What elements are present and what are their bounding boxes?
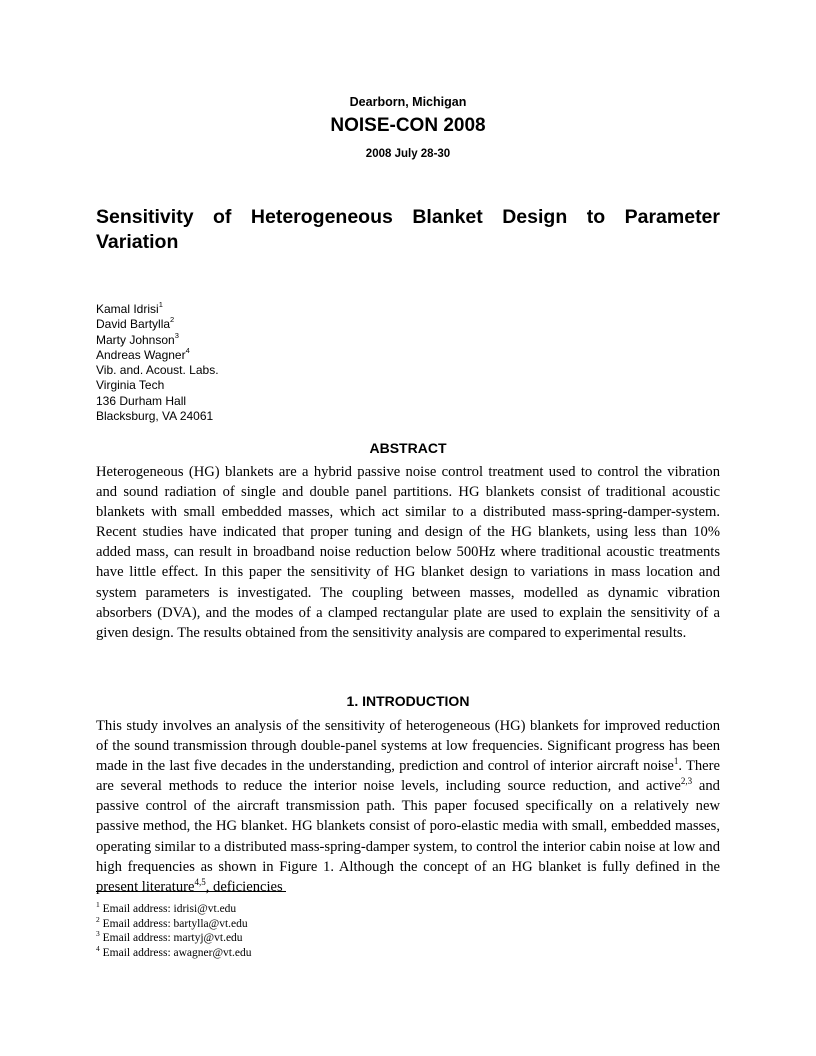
- footnote-mark: 3: [96, 929, 100, 939]
- footnote-text: Email address: idrisi@vt.edu: [99, 903, 237, 915]
- author-line: [96, 330, 219, 348]
- intro-segment: This study involves an analysis of the sensitivity of heterogeneous (HG) blankets for improved reduction of the sound transmission through double-panel systems at low frequencies. Significant progress has been made in the last five decades in the understanding, prediction and control of interior aircraft noise: [96, 718, 720, 775]
- footnote-text: Email address: bartylla@vt.edu: [99, 917, 248, 930]
- affiliation-line: 136 Durham Hall: [96, 393, 187, 408]
- affiliation-line: Vib. and. Acoust. Labs.: [96, 363, 219, 378]
- citation-ref: 2,3: [680, 776, 693, 787]
- intro-segment: , deficiencies: [205, 878, 283, 895]
- footnote-text: Email address: martyj@vt.edu: [99, 932, 243, 944]
- conference-name: NOISE-CON 2008: [330, 115, 486, 136]
- footnote-mark: 2: [96, 914, 100, 924]
- conference-location: Dearborn, Michigan: [349, 95, 467, 109]
- author-line: [96, 345, 219, 363]
- footnote: [96, 902, 252, 917]
- footnote: [96, 931, 252, 946]
- footnote-mark: 4: [96, 943, 100, 953]
- author-mark: 4: [185, 345, 190, 355]
- conference-dates: 2008 July 28-30: [365, 148, 451, 160]
- author-name: Kamal Idrisi: [96, 302, 159, 316]
- abstract-text: Heterogeneous (HG) blankets are a hybrid passive noise control treatment used to control the vibration and sound radiation of single and double panel partitions. HG blankets consist of traditional acoustic blankets with small embedded masses, which act similar to a distributed mass-spring-damper-system. Recent studies have indicated that proper tuning and design of the HG blankets, using less than 10% added mass, can result in broadband noise reduction below 500Hz where traditional acoustic treatments have little effect. In this paper the sensitivity of HG blanket design to variations in mass location and system parameters is investigated. The coupling between masses, modelled as dynamic vibration absorbers (DVA), and the modes of a clamped rectangular plate are used to explain the sensitivity of a given design. The results obtained from the sensitivity analysis are compared to experimental results.: [96, 464, 720, 641]
- footnote-divider: [96, 891, 286, 892]
- intro-segment: . There are several methods to reduce the interior noise levels, including source reduction, and active: [96, 758, 720, 795]
- paper-title: Sensitivity of Heterogeneous Blanket Design to Parameter Variation: [96, 206, 720, 253]
- footnotes: [96, 902, 252, 960]
- author-mark: 2: [170, 315, 175, 325]
- author-name: Andreas Wagner: [96, 347, 186, 362]
- introduction-text: [96, 716, 720, 897]
- footnote-mark: 1: [96, 900, 100, 910]
- author-block: [96, 302, 219, 424]
- footnote: [96, 914, 252, 932]
- intro-segment: and passive control of the aircraft transmission path. This paper focused specifically on a relatively new passive method, the HG blanket. HG blankets consist of poro-elastic media with small, embedded masses, operating similar to a distributed mass-spring-damper system, to control the interior cabin noise at low and high frequencies as shown in Figure 1. Although the concept of an HG blanket is fully defined in the present literature: [96, 778, 720, 895]
- author-name: David Bartylla: [96, 317, 171, 332]
- abstract-heading: ABSTRACT: [369, 440, 447, 456]
- introduction-heading: 1. INTRODUCTION: [346, 693, 470, 709]
- author-mark: 3: [174, 330, 179, 340]
- author-mark: 1: [158, 300, 163, 309]
- affiliation-line: Virginia Tech: [96, 378, 165, 393]
- affiliation-line: Blacksburg, VA 24061: [96, 409, 214, 424]
- footnote: [96, 943, 252, 961]
- footnote-text: Email address: awagner@vt.edu: [99, 946, 252, 959]
- author-line: [96, 302, 219, 317]
- citation-ref: 1: [673, 756, 679, 767]
- author-line: [96, 317, 219, 332]
- author-name: Marty Johnson: [96, 332, 175, 347]
- citation-ref: 4,5: [194, 876, 206, 887]
